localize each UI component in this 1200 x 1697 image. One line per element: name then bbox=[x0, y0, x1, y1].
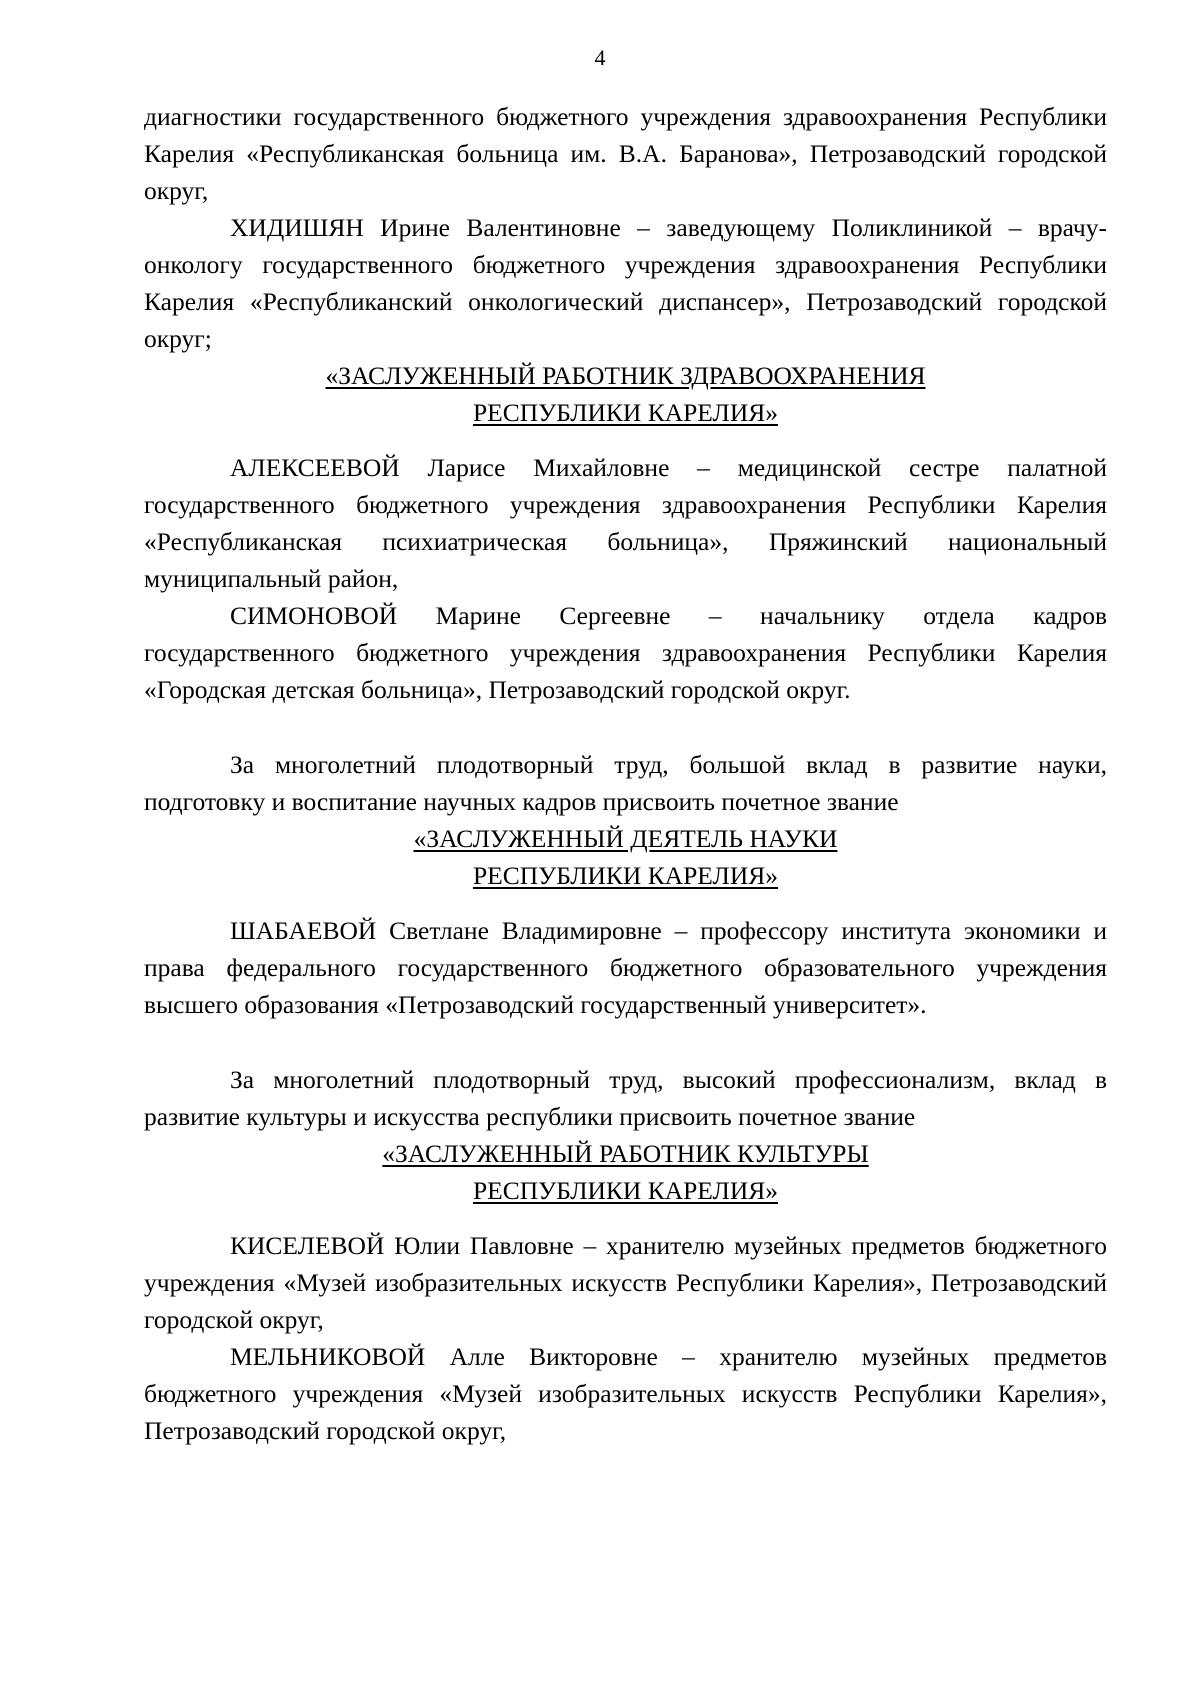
paragraph-kiseleva: КИСЕЛЕВОЙ Юлии Павловне – хранителю музейных предметов бюджетного учреждения «Музей изобразительных искусств Республики Карелия», Петрозаводский городской округ, bbox=[144, 1231, 1107, 1334]
title-honored-scientist bbox=[144, 820, 1107, 894]
title-honored-health-worker bbox=[144, 357, 1107, 431]
paragraph-continuation: диагностики государственного бюджетного учреждения здравоохранения Республики Карелия «Республиканская больница им. В.А. Баранова», Петрозаводский городской округ, bbox=[144, 102, 1107, 205]
document-body bbox=[144, 98, 1107, 1449]
paragraph-culture-intro: За многолетний плодотворный труд, высокий профессионализм, вклад в развитие культуры и искусства республики присвоить почетное звание bbox=[144, 1065, 1107, 1131]
paragraph-melnikova: МЕЛЬНИКОВОЙ Алле Викторовне – хранителю музейных предметов бюджетного учреждения «Музей изобразительных искусств Республики Карелия», Петрозаводский городской округ, bbox=[144, 1342, 1107, 1445]
title-line: «ЗАСЛУЖЕННЫЙ РАБОТНИК ЗДРАВООХРАНЕНИЯ bbox=[325, 361, 926, 390]
paragraph-shabaeva: ШАБАЕВОЙ Светлане Владимировне – профессору института экономики и права федерального государственного бюджетного образовательного учреждения высшего образования «Петрозаводский государственный университет». bbox=[144, 916, 1107, 1019]
title-line: РЕСПУБЛИКИ КАРЕЛИЯ» bbox=[472, 861, 779, 890]
paragraph-khidishyan: ХИДИШЯН Ирине Валентиновне – заведующему Поликлиникой – врачу-онкологу государственного бюджетного учреждения здравоохранения Республики Карелия «Республиканский онкологический диспансер», Петрозаводский городской округ; bbox=[144, 213, 1107, 353]
title-honored-culture-worker bbox=[144, 1135, 1107, 1209]
page-number: 4 bbox=[594, 45, 606, 70]
paragraph-alekseeva: АЛЕКСЕЕВОЙ Ларисе Михайловне – медицинской сестре палатной государственного бюджетного учреждения здравоохранения Республики Карелия «Республиканская психиатрическая больница», Пряжинский национальный муниципальный район, bbox=[144, 453, 1107, 593]
paragraph-science-intro: За многолетний плодотворный труд, большой вклад в развитие науки, подготовку и воспитание научных кадров присвоить почетное звание bbox=[144, 750, 1107, 816]
title-line: РЕСПУБЛИКИ КАРЕЛИЯ» bbox=[472, 398, 779, 427]
title-line: «ЗАСЛУЖЕННЫЙ РАБОТНИК КУЛЬТУРЫ bbox=[382, 1139, 869, 1168]
title-line: РЕСПУБЛИКИ КАРЕЛИЯ» bbox=[472, 1176, 779, 1205]
title-line: «ЗАСЛУЖЕННЫЙ ДЕЯТЕЛЬ НАУКИ bbox=[413, 824, 838, 853]
paragraph-simonova: СИМОНОВОЙ Марине Сергеевне – начальнику отдела кадров государственного бюджетного учреждения здравоохранения Республики Карелия «Городская детская больница», Петрозаводский городской округ. bbox=[144, 601, 1107, 704]
